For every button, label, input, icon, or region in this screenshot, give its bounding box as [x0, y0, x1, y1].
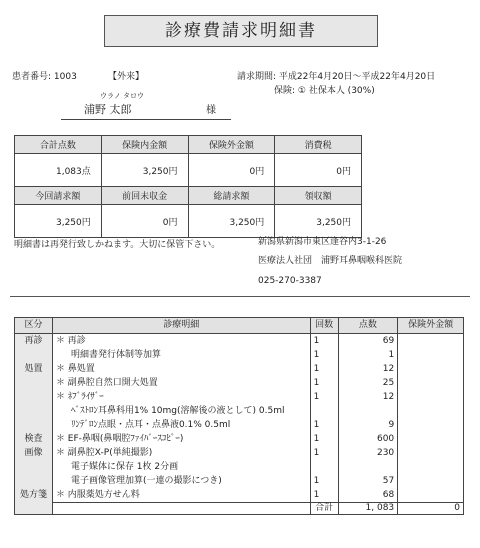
summary-header-row-1 — [15, 136, 362, 154]
clinic-phone: 025-270-3387 — [258, 276, 322, 286]
extra-amount-cell — [398, 474, 464, 488]
extra-amount-cell — [398, 432, 464, 446]
count-cell: 1 — [310, 446, 338, 460]
table-row — [15, 348, 464, 362]
table-row — [15, 362, 464, 376]
points-cell: 57 — [338, 474, 398, 488]
table-row — [15, 474, 464, 488]
category-cell: 検査 — [15, 432, 53, 446]
points-cell — [338, 460, 398, 474]
summary-header: 総請求額 — [188, 187, 275, 205]
current-billing-value: 3,250円 — [15, 205, 102, 238]
patient-name: 浦野 太郎 — [84, 103, 132, 116]
count-header: 回数 — [310, 318, 338, 334]
extra-amount-cell — [398, 362, 464, 376]
table-row — [15, 488, 464, 503]
points-cell: 69 — [338, 334, 398, 349]
points-header: 点数 — [338, 318, 398, 334]
clinic-address: 新潟県新潟市東区逢谷内3-1-26 — [258, 237, 387, 247]
consumption-tax-value: 0円 — [275, 154, 362, 187]
category-cell — [15, 348, 53, 362]
table-row — [15, 390, 464, 404]
table-row — [15, 418, 464, 432]
points-cell: 230 — [338, 446, 398, 460]
item-cell: 電子画像管理加算(一連の撮影につき) — [52, 474, 310, 488]
category-cell: 再診 — [15, 334, 53, 349]
total-label: 合計 — [310, 503, 338, 515]
extra-amount-cell — [398, 390, 464, 404]
extra-amount-header: 保険外金額 — [398, 318, 464, 334]
document-title: 診療費請求明細書 — [104, 15, 378, 47]
count-cell: 1 — [310, 376, 338, 390]
insured-amount-value: 3,250円 — [101, 154, 188, 187]
points-cell — [338, 404, 398, 418]
count-cell: 1 — [310, 474, 338, 488]
details-header-row — [15, 318, 464, 334]
points-cell: 12 — [338, 390, 398, 404]
uninsured-amount-value: 0円 — [188, 154, 275, 187]
table-row — [15, 404, 464, 418]
total-points: 1, 083 — [338, 503, 398, 515]
extra-amount-cell — [398, 334, 464, 349]
points-cell: 25 — [338, 376, 398, 390]
extra-amount-cell — [398, 376, 464, 390]
details-table — [14, 317, 464, 515]
item-cell: ＊ ﾈﾌﾞﾗｲｻﾞｰ — [52, 390, 310, 404]
category-cell: 処置 — [15, 362, 53, 376]
summary-header: 今回請求額 — [15, 187, 102, 205]
points-cell: 12 — [338, 362, 398, 376]
table-row — [15, 460, 464, 474]
details-total-row — [15, 503, 464, 515]
count-cell — [310, 460, 338, 474]
table-row — [15, 432, 464, 446]
count-cell: 1 — [310, 488, 338, 503]
patient-kana: ウラノ タロウ — [100, 92, 145, 100]
category-cell — [15, 390, 53, 404]
name-underline — [61, 119, 231, 120]
honorific: 様 — [206, 105, 216, 116]
summary-header-row-2 — [15, 187, 362, 205]
category-cell — [15, 376, 53, 390]
clinic-name: 医療法人社団 浦野耳鼻咽喉科医院 — [258, 256, 403, 266]
count-cell: 1 — [310, 334, 338, 349]
insurance-info: 保険: ① 社保本人 (30%) — [274, 86, 375, 96]
extra-amount-cell — [398, 348, 464, 362]
count-cell: 1 — [310, 390, 338, 404]
extra-amount-cell — [398, 488, 464, 503]
category-header: 区分 — [15, 318, 53, 334]
section-divider — [10, 296, 470, 297]
count-cell — [310, 404, 338, 418]
category-cell — [15, 460, 53, 474]
table-row — [15, 446, 464, 460]
item-cell: ﾍﾞｽﾄﾛﾝ耳鼻科用1% 10mg(溶解後の液として) 0.5ml — [52, 404, 310, 418]
billing-period: 請求期間: 平成22年4月20日～平成22年4月20日 — [237, 72, 436, 82]
item-cell: ＊ 副鼻腔自然口開大処置 — [52, 376, 310, 390]
summary-table — [14, 135, 362, 238]
extra-amount-cell — [398, 404, 464, 418]
item-cell: ﾘﾝﾃﾞﾛﾝ点眼・点耳・点鼻液0.1% 0.5ml — [52, 418, 310, 432]
summary-value-row-1 — [15, 154, 362, 187]
points-cell: 68 — [338, 488, 398, 503]
points-cell: 1 — [338, 348, 398, 362]
item-cell: ＊ 鼻処置 — [52, 362, 310, 376]
total-billing-value: 3,250円 — [188, 205, 275, 238]
extra-amount-cell — [398, 446, 464, 460]
table-row — [15, 334, 464, 349]
visit-type: 【外来】 — [108, 72, 145, 82]
item-cell: ＊ 副鼻腔X-P(単純撮影) — [52, 446, 310, 460]
count-cell: 1 — [310, 418, 338, 432]
item-cell: 明細書発行体制等加算 — [52, 348, 310, 362]
total-extra-amount: 0 — [398, 503, 464, 515]
item-cell: ＊ 内服薬処方せん料 — [52, 488, 310, 503]
item-cell: 電子媒体に保存 1枚 2分画 — [52, 460, 310, 474]
summary-header: 消費税 — [275, 136, 362, 154]
category-cell — [15, 404, 53, 418]
count-cell: 1 — [310, 348, 338, 362]
category-cell: 処方箋 — [15, 488, 53, 503]
summary-header: 合計点数 — [15, 136, 102, 154]
summary-header: 保険外金額 — [188, 136, 275, 154]
extra-amount-cell — [398, 418, 464, 432]
item-cell: ＊ 再診 — [52, 334, 310, 349]
category-cell — [15, 418, 53, 432]
total-points-value: 1,083点 — [15, 154, 102, 187]
summary-header: 前回未収金 — [101, 187, 188, 205]
summary-value-row-2 — [15, 205, 362, 238]
count-cell: 1 — [310, 362, 338, 376]
count-cell: 1 — [310, 432, 338, 446]
summary-header: 領収額 — [275, 187, 362, 205]
category-cell — [15, 474, 53, 488]
summary-header: 保険内金額 — [101, 136, 188, 154]
received-amount-value: 3,250円 — [275, 205, 362, 238]
patient-id: 患者番号: 1003 — [12, 72, 77, 82]
item-cell: ＊ EF-鼻咽(鼻咽腔ﾌｧｲﾊﾞｰｽｺﾋﾟｰ) — [52, 432, 310, 446]
previous-unpaid-value: 0円 — [101, 205, 188, 238]
table-row — [15, 376, 464, 390]
points-cell: 600 — [338, 432, 398, 446]
category-cell: 画像 — [15, 446, 53, 460]
item-header: 診療明細 — [52, 318, 310, 334]
extra-amount-cell — [398, 460, 464, 474]
reissue-notice: 明細書は再発行致しかねます。大切に保管下さい。 — [14, 240, 221, 250]
points-cell: 9 — [338, 418, 398, 432]
